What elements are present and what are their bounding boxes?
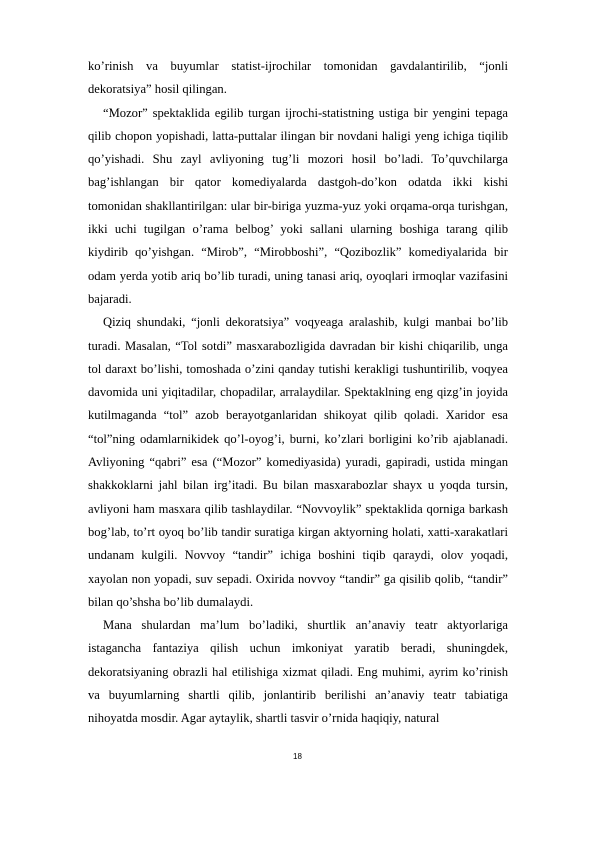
page-number: 18	[293, 752, 302, 761]
paragraph-continuation: ko’rinish va buyumlar statist-ijrochilar tomonidan gavdalantirilib, “jonli dekoratsiya” hosil qilingan.	[88, 59, 508, 97]
paragraph-shartlik: Mana shulardan ma’lum bo’ladiki, shurtlik an’anaviy teatr aktyorlariga istagancha fantaziya qilish uchun imkoniyat yaratib beradi, shuningdek, dekoratsiyaning obrazli hal etilishiga xizmat qiladi. Eng muhimi, ayrim ko’rinish va buyumlarning shartli qilib, jonlantirib berilishi an’anaviy teatr tabiatiga nihoyatda mosdir. Agar aytaylik, shartli tasvir o’rnida haqiqiy, natural	[88, 618, 508, 726]
paragraph-mozor: “Mozor” spektaklida egilib turgan ijrochi-statistning ustiga bir yengini tepaga qilib chopon yopishadi, latta-puttalar ilingan bir novdani haligi yeng ichiga tiqilib qo’yishadi. Shu zayl avliyoning tug’li mozori hosil bo’ladi. To’quvchilarga bag’ishlangan bir qator komediyalarda dastgoh-do’kon odatda ikki kishi tomonidan shakllantirilgan: ular bir-biriga yuzma-yuz yoki orqama-orqa turishgan, ikki uchi tugilgan o’rama belbog’ yoki sallani ularning boshiga tarang qilib kiydirib qo’yishgan. “Mirob”, “Mirobboshi”, “Qozibozlik” komediyalarida bir odam yerda yotib ariq bo’lib turadi, uning tanasi ariq, oyoqlari irmoqlar vazifasini bajaradi.	[88, 105, 508, 306]
body-text	[88, 55, 508, 731]
paragraph-jonli-dekoratsiya: Qiziq shundaki, “jonli dekoratsiya” voqyeaga aralashib, kulgi manbai bo’lib turadi. Masalan, “Tol sotdi” masxarabozligida davradan bir kishi chiqarilib, unga tol daraxt bo’lishi, tomoshada o’zini qanday tutishi kerakligi tushuntirilib, voqyea davomida uni yiqitadilar, chopadilar, arralaydilar. Spektaklning eng qizg’in joyida kutilmaganda “tol” azob berayotganlaridan shikoyat qilib qoladi. Xaridor esa “tol”ning odamlarnikidek qo’l-oyog’i, burni, ko’zlari borligini ko’rib ajablanadi. Avliyoning “qabri” esa (“Mozor” komediyasida) yuradi, gapiradi, ustida mingan shakkoklarni jahl bilan irg’itadi. Bu bilan masxarabozlar shayx u yoqda tursin, avliyoni ham masxara qilib tashlaydilar. “Novvoylik” spektaklida qorniga barkash bog’lab, to’rt oyoq bo’lib tandir suratiga kirgan aktyorning holati, xatti-xarakatlari undanam kulgili. Novvoy “tandir” ichiga boshini tiqib qaraydi, olov yoqadi, xayolan non yopadi, suv sepadi. Oxirida novvoy “tandir” ga qisilib qolib, “tandir” bilan qo’shsha bo’lib dumalaydi.	[88, 315, 508, 609]
